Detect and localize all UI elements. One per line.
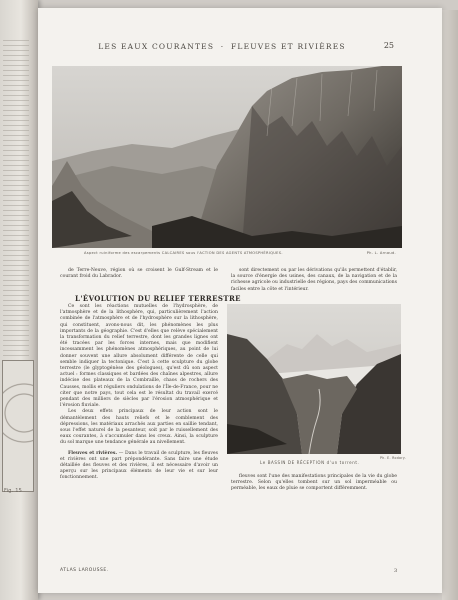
header-left: LES EAUX COURANTES [98, 42, 215, 51]
intro-paragraph: de Terre-Neuve, région où se croisent le Gulf-Stream et le courant froid du Labrador. [60, 268, 218, 280]
previous-page-edge [0, 0, 38, 600]
map-label: Fig. 15 [4, 488, 23, 494]
right-bottom-paragraph: fleuves sont l'une des manifestations principales de la vie du globe terrestre. Selon qu'elles tombent sur un sol imperméable ou perméable, les eaux de pluie se comportent différemment. [231, 474, 397, 492]
subhead-fleuves: Fleuves et rivières. [68, 450, 118, 456]
section-title: L'ÉVOLUTION DU RELIEF TERRESTRE [75, 294, 241, 303]
left-column [60, 268, 218, 280]
header-right: FLEUVES ET RIVIÈRES [230, 42, 346, 51]
previous-page-map [2, 360, 34, 492]
paragraph-3-text: — Dans le travail de sculpture, les fleuves et rivières ont une part prépondérante. Sans faire une étude détaillée des fleuves et des rivières, il est nécessaire d'avoir un aperçu sur les principaux éléments de leur vie et sur leur fonctionnement. [60, 450, 218, 481]
left-column-body [60, 304, 218, 482]
footer-signature-number: 3 [394, 568, 398, 574]
paragraph-2: Les deux effets principaux de leur action sont le démantèlement des hauts reliefs et le comblement des dépressions, les matériaux arrachés aux parties en saillie tendant, sous l'effet naturel de la pesanteur, soit par le ruissellement des eaux courantes, à s'accumuler dans les creux. Ainsi, la sculpture du sol marque une tendance générale au nivellement. [60, 409, 218, 446]
paragraph-3 [60, 451, 218, 482]
figure1-caption: Aspect ruiniforme des escarpements CALCAIRES sous l'ACTION DES AGENTS ATMOSPHÉRIQUES. [84, 251, 283, 255]
page-number: 25 [383, 41, 394, 50]
figure2-credit: Ph. E. Rodary. [380, 456, 406, 460]
right-column-top [231, 268, 397, 293]
previous-page-text [3, 40, 29, 360]
header-separator: · [220, 42, 225, 51]
photo-torrent-basin [227, 304, 401, 454]
paragraph-1: Ce sont les réactions mutuelles de l'hydrosphère, de l'atmosphère et de la lithosphère, qui, particulièrement l'action combinée de l'atmosphère et de l'hydrosphère sur la lithosphère, qui constituent, avons-nous dit, les phénomènes les plus importants de la géographie. C'est d'elles que relève spécialement la transformation du relief terrestre, dont les grandes lignes ont été tracées par les forces internes, mais que modifient incessamment les phénomènes atmosphériques, au point de lui donner souvent une allure absolument différente de celle qui semble indiquer la tectonique. C'est à cette sculpture du globe terrestre (le glyptogénèse des géologues), qu'est dû son aspect actuel : formes classiques et bardées des chaînes alpestres, allure indécise des plateaux de la Combraille, chaos de rochers des Causses, mollis et réguliers ondulations de l'Île-de-France, pour ne citer que notre pays, tout cela est le résultat du travail exercé pendant des milliers de siècles par l'érosion atmosphérique et l'érosion fluviale. [60, 304, 218, 409]
figure2-caption: Le BASSIN DE RÉCEPTION d'un torrent. [260, 460, 360, 465]
running-header [38, 42, 406, 51]
photo-limestone-cliffs [52, 66, 402, 248]
right-page-edge [442, 10, 458, 600]
footer-left: ATLAS LAROUSSE. [60, 568, 109, 573]
figure1-credit: Ph. L. Arnaud. [366, 251, 396, 255]
right-column-bottom [231, 474, 397, 493]
book-page [38, 8, 442, 593]
right-top-paragraph: sont directement ou par les dérivations qu'ils permettent d'établir, la source d'énergie des usines, des canaux, de la navigation et de la richesse agricole ou industrielle des régions, pays des communications faciles entre la côte et l'intérieur. [231, 268, 397, 292]
